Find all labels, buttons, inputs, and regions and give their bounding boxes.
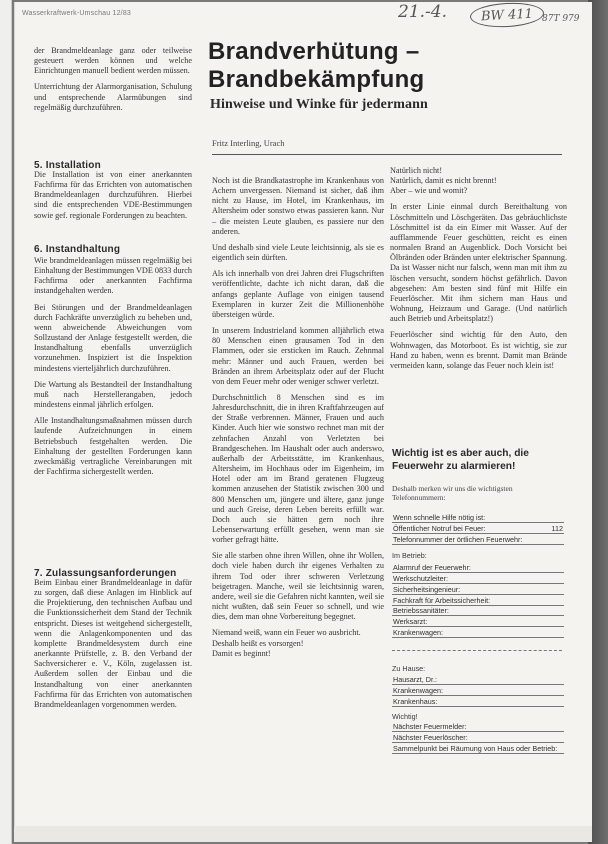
form-row <box>392 685 564 696</box>
form-label: Krankenwagen: <box>392 627 564 638</box>
handwritten-circled-code: BW 411 <box>469 1 544 29</box>
page-bottom-margin <box>14 826 592 842</box>
paragraph: In erster Linie einmal durch Bereithaltung von Löschmitteln und Löschgeräten. Das gebräuchlichste Löschmittel ist da ein Eimer mit Wasser. Auf der aufflammende Feuer geschütten, reicht es einen normalen Brand an Augenblick. Doch Vorsicht bei Ölbränden oder Bränden unter elektrischer Spannung. Da ist Wasser nicht nur falsch, wenn man mit ihm zu löschen versucht, sondern höchst gefährlich. Davon abgesehen: Am besten sind fünf mit Hilfe ein Feuerlöscher. Mit ihm sichern man Haus und Wohnung, Heizraum und Garage. (Und natürlich auch Betrieb und Arbeitsplatz!) <box>390 202 567 324</box>
paragraph: Die Installation ist von einer anerkannten Fachfirma für das Errichten von automatischen Brandmeldeanlagen durchzuführen. Hierbei sind die entsprechenden VDE-Bestimmungen sowie gef. regionale Forderungen zu beachten. <box>34 170 192 220</box>
emergency-form-general <box>392 512 564 545</box>
form-label: Nächster Feuermelder: <box>392 721 564 732</box>
paragraph: Noch ist die Brandkatastrophe im Krankenhaus von Achern unvergessen. Niemand ist sicher, daß ihm nicht zu Hause, im Hotel, im Krankenhaus, im Altersheim oder sonstwo etwas passieren kann. Nur – die meisten Leute glauben, es passiere nur den anderen. <box>212 176 384 236</box>
paragraph: Sie alle starben ohne ihren Willen, ohne ihr Wollen, doch viele haben durch ihr eigenes Verhalten zu ihrem Tod oder ihrer schweren Verletzung beigetragen. Manche, weil sie leichtsinnig waren, andere, weil sie die Gefahren nicht kannten, weil sie nicht wußten, daß sein Feuer so schnell, und wie dies, dem man ohne Vorbereitung begegnet. <box>212 551 384 622</box>
form-label: Werksarzt: <box>392 616 564 627</box>
paragraph: Feuerlöscher sind wichtig für den Auto, den Wohnwagen, das Motorboot. Es ist wichtig, sie zur Hand zu haben, wenn es brennt. Damit man Brände vermeiden kann, solange das Feuer noch klein ist! <box>390 330 567 370</box>
paragraph: der Brandmeldeanlage ganz oder teilweise gesteuert werden können und welche Einrichtungen manuell bedient werden müssen. <box>34 46 192 76</box>
article-subtitle: Hinweise und Winke für jedermann <box>210 97 428 112</box>
closing-line: Deshalb heißt es vorsorgen! <box>212 638 304 648</box>
left-column-intro <box>34 46 192 119</box>
right-column <box>390 166 567 377</box>
form-group-label-betrieb: Im Betrieb: <box>392 551 427 560</box>
form-row <box>392 743 564 754</box>
form-label: Telefonnummer der örtlichen Feuerwehr: <box>392 534 548 545</box>
closing-line: Niemand weiß, wann ein Feuer wo ausbricht. <box>212 628 361 638</box>
form-group-label-wichtig: Wichtig! <box>392 712 418 721</box>
form-label: Sammelpunkt bei Räumung von Haus oder Betrieb: <box>392 743 564 754</box>
form-label: Alarmruf der Feuerwehr: <box>392 562 564 573</box>
scan-edge-left <box>0 0 12 844</box>
handwritten-date: 21.-4. <box>398 2 447 22</box>
paragraph: Bei Störungen und der Brandmeldeanlagen durch Fachkräfte unverzüglich zu beheben und, wenn abweichende Abweichungen vom Sollzustand der Anlage festgestellt werden, die Instandhaltung ebenfalls unverzüglich vorzunehmen. Inspiziert ist die Inspektion mindestens vierteljährlich durchzuführen. <box>34 302 192 373</box>
article-author: Fritz Interling, Urach <box>212 138 285 148</box>
form-row <box>392 627 564 638</box>
emergency-box-intro: Deshalb merken wir uns die wichtigsten Telefonnummern: <box>392 484 513 502</box>
paragraph: Die Wartung als Bestandteil der Instandhaltung muß nach Herstellerangaben, jedoch mindestens einmal jährlich erfolgen. <box>34 379 192 410</box>
article-title <box>208 38 425 94</box>
paragraph: Wie brandmeldeanlagen müssen regelmäßig bei Einhaltung der Bestimmungen VDE 0833 durch Fachfirma oder anerkannten Fachfirma instandgehalten werden. <box>34 256 192 296</box>
emergency-form-betrieb <box>392 562 564 638</box>
form-row <box>392 562 564 573</box>
paragraph: Natürlich nicht! Natürlich, damit es nicht brennt! Aber – wie und womit? <box>390 166 497 196</box>
form-value <box>548 534 564 545</box>
form-row <box>392 674 564 685</box>
form-row <box>392 534 564 545</box>
form-row <box>392 732 564 743</box>
form-label: Fachkraft für Arbeitssicherheit: <box>392 594 564 605</box>
middle-column <box>212 176 384 659</box>
form-group-label-zuhause: Zu Hause: <box>392 664 426 673</box>
section-heading-instandhaltung: 6. Instandhaltung <box>34 244 121 255</box>
title-line-2: Brandbekämpfung <box>208 66 425 93</box>
form-row <box>392 721 564 732</box>
section-instandhaltung-text <box>34 256 192 483</box>
form-row <box>392 616 564 627</box>
form-separator <box>392 650 562 651</box>
form-label: Hausarzt, Dr.: <box>392 674 564 685</box>
form-label: Öffentlicher Notruf bei Feuer: <box>392 523 548 534</box>
section-heading-zulassung: 7. Zulassungsanforderungen <box>34 568 177 579</box>
form-label: Wenn schnelle Hilfe nötig ist: <box>392 512 548 523</box>
form-row <box>392 605 564 616</box>
running-head: Wasserkraftwerk-Umschau 12/83 <box>22 10 132 17</box>
form-row <box>392 573 564 584</box>
emergency-form-zuhause <box>392 674 564 707</box>
emergency-form-wichtig <box>392 721 564 754</box>
paragraph: Beim Einbau einer Brandmeldeanlage in dafür zu sorgen, daß diese Anlagen im Hinblick auf die Projektierung, den technischen Aufbau und die Funktionssicherheit dem Stand der Technik entspricht. Dieses ist weitgehend sichergestellt, wenn die Anlagenkomponenten und das komplette Brandmeldesystem durch eine anerkannte Prüfstelle, z. B. den Verband der Sachversicherer e. V., Köln, zugelassen ist. Außerdem sollen der Einbau und die Instandhaltung von einer anerkannten Fachfirma für das Errichten von automatischen Brandmeldeanlagen vorgenommen werden. <box>34 578 192 709</box>
paragraph: Unterrichtung der Alarmorganisation, Schulung und entsprechende Alarmübungen sind regelmäßig durchzuführen. <box>34 82 192 112</box>
emergency-box-title: Wichtig ist es aber auch, die Feuerwehr zu alarmieren! <box>392 448 529 472</box>
form-label: Nächster Feuerlöscher: <box>392 732 564 743</box>
title-rule <box>212 154 562 155</box>
title-line-1: Brandverhütung – <box>208 38 420 65</box>
form-label: Krankenwagen: <box>392 685 564 696</box>
form-label: Werkschutzleiter: <box>392 573 564 584</box>
form-row <box>392 512 564 523</box>
section-zulassung-text <box>34 578 192 716</box>
paragraph: Alle Instandhaltungsmaßnahmen müssen durch laufende Aufzeichnungen in einem Betriebsbuch festgehalten werden. Die Einhaltung der gestellten Forderungen kann zweckmäßig vertragliche Vereinbarungen mit der Fachfirma sichergestellt werden. <box>34 416 192 476</box>
form-row <box>392 584 564 595</box>
paragraph: Und deshalb sind viele Leute leichtsinnig, als sie es eigentlich sein dürften. <box>212 242 384 263</box>
form-label: Betriebssanitäter: <box>392 605 564 616</box>
paragraph: Durchschnittlich 8 Menschen sind es im Jahresdurchschnitt, die in ihren Kraftfahrzeugen auf der Straße verbrennen. Männer, Frauen und auch Kinder. Auch hier wie sonstwo rechnet man mit der zehnfachen Anzahl von Verletzten bei Brandgeschehen. Im Haushalt oder auch anderswo, außerhalb der Arbeitsstätte, im Krankenhaus, Altersheim, im Hochhaus oder im Eigenheim, im Hotel oder am im Brand geratenen Flugzeug kommen anzusehen der Statistik zwischen 300 und 800 Menschen um, jüngere und ältere, ganz junge und auch Greise, deren Leben bereits erfüllt war. Doch auch sie hätten gern noch ihre Lebenserwartung erfüllt gesehen, wenn man sie vorher gefragt hätte. <box>212 392 384 545</box>
paragraph: Als ich innerhalb von drei Jahren drei Flugschriften veröffentlichte, dachte ich nicht daran, daß die anfangs geplante Auflage von einigen tausend Exemplaren in kurzer Zeit die Millionenhöhe übersteigen würde. <box>212 269 384 319</box>
section-heading-installation: 5. Installation <box>34 160 101 171</box>
form-row <box>392 696 564 707</box>
handwritten-reference: 87T 979 <box>542 14 580 24</box>
closing-line: Damit es beginnt! <box>212 648 271 658</box>
form-value-notruf: 112 <box>548 523 564 534</box>
paragraph: In unserem Industrieland kommen alljährlich etwa 80 Menschen einen grausamen Tod in den Flammen, oder sie ersticken im Rauch. Zehnmal mehr: Männer und auch Frauen, werden bei Bränden an ihrem Arbeitsplatz oder auf der Flucht von dem Feuer mehr oder weniger schwer verletzt. <box>212 326 384 386</box>
section-installation-text <box>34 170 192 227</box>
form-row <box>392 523 564 534</box>
form-value <box>548 512 564 523</box>
form-label: Krankenhaus: <box>392 696 564 707</box>
form-label: Sicherheitsingenieur: <box>392 584 564 595</box>
form-row <box>392 594 564 605</box>
